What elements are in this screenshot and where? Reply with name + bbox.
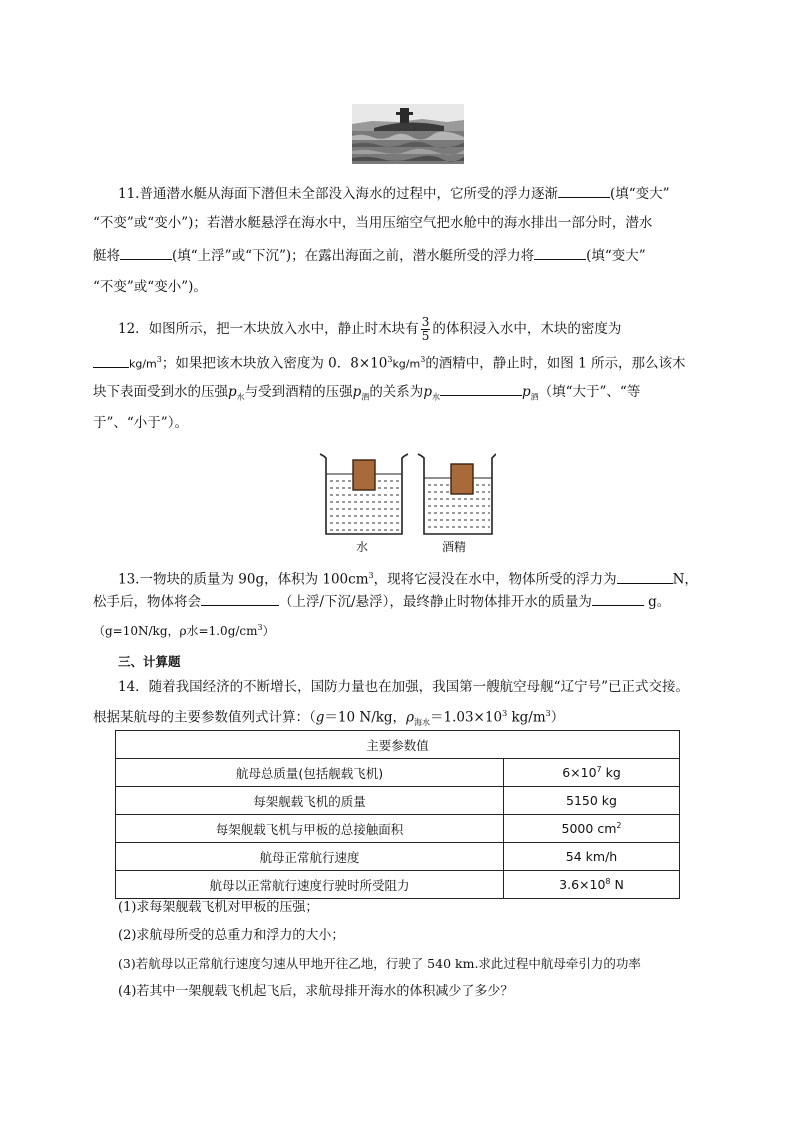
q14-line-2: 根据某航母的主要参数值列式计算：（g＝10 N/kg，$\rho_{海水}=1.03\times 10^3$ $kg/m^3$） (93, 709, 565, 728)
q13-line-2: 松手后，物体将会 （上浮/下沉/悬浮），最终静止时物体排开水的质量为 g。 (93, 594, 671, 610)
submarine-image (352, 104, 464, 164)
fraction-three-fifths: $\frac{3}{5}$ (421, 315, 430, 343)
q11-line-2: “不变”或“变小”)；若潜水艇悬浮在海水中，当用压缩空气把水舱中的海水排出一部分时，潜水 (93, 215, 653, 231)
q12-blank-2[interactable] (440, 382, 522, 396)
q14-sub-4: (4)若其中一架舰载飞机起飞后，求航母排开海水的体积减少了多少？ (118, 984, 514, 999)
table-header: 主要参数值 (116, 731, 680, 759)
q13-blank-1[interactable] (617, 570, 673, 584)
q11-blank-3[interactable] (534, 246, 586, 260)
table-row: 航母总质量(包括舰载飞机) $6\times 10^7$ kg (116, 759, 680, 787)
q11-line-3: 艇将 (填“上浮”或“下沉”)；在露出海面之前，潜水艇所受的浮力将 (填“变大” (93, 248, 646, 264)
section-title: 三、计算题 (118, 654, 181, 669)
wood-block-in-alcohol (451, 464, 473, 494)
q13-line-3: （g=10N/kg，ρ水$=1.0g/cm^3$） (93, 623, 275, 638)
q12-line-4: 于”、“小于”）。 (93, 415, 188, 431)
q14-line-1: 14．随着我国经济的不断增长，国防力量也在加强，我国第一艘航空母舰“辽宁号”已正式交接。 (118, 679, 689, 695)
table-row: 航母正常航行速度 54 km/h (116, 843, 680, 871)
alcohol-label: 酒精 (442, 540, 467, 554)
table-row: 每架舰载飞机的质量 5150 kg (116, 787, 680, 815)
q11-text: 11.普通潜水艇从海面下潜但未全部没入海水的过程中，它所受的浮力逐渐 (118, 186, 558, 202)
water-beaker-diagram (320, 454, 408, 534)
q13-blank-2[interactable] (201, 592, 279, 606)
table-header-row (116, 731, 680, 759)
beakers-figure (316, 450, 496, 554)
q14-sub-2: (2)求航母所受的总重力和浮力的大小； (118, 928, 345, 943)
table-row: 航母以正常航行速度行驶时所受阻力 $3.6\times 10^8$ N (116, 871, 680, 899)
alcohol-beaker-diagram (418, 454, 496, 534)
water-label: 水 (356, 540, 369, 554)
q12-blank-1[interactable] (93, 354, 129, 368)
q13-line-1: 13.一物块的质量为 90g，体积为 $100cm^3$，现将它浸没在水中，物体所受的浮力为 N， (118, 571, 698, 588)
q12-line-1: 12．如图所示，把一木块放入水中，静止时木块有 $\frac{3}{5}$ 的体积浸入水中，木块的密度为 (118, 315, 622, 343)
q12-line-2: $kg/m^3$；如果把该木块放入密度为 0．$8\times 10^3kg/m^3$的酒精中，静止时，如图 1 所示，那么该木 (93, 350, 685, 375)
q14-sub-3: (3)若航母以正常航行速度匀速从甲地开往乙地，行驶了 540 km.求此过程中航母牵引力的功率 (118, 956, 641, 971)
q14-sub-1: (1)求每架舰载飞机对甲板的压强； (118, 900, 319, 915)
q12-line-3: 块下表面受到水的压强$p_水$与受到酒精的压强$p_酒$的关系为$p_水$ $p_酒$（填“大于”、“等 (93, 384, 641, 402)
q13-blank-3[interactable] (592, 592, 644, 606)
parameters-table (115, 730, 680, 899)
q11-line-4: “不变”或“变小”)。 (93, 279, 207, 295)
wood-block-in-water (353, 460, 375, 490)
q11-line-1: 11.普通潜水艇从海面下潜但未全部没入海水的过程中，它所受的浮力逐渐 (填“变大” (118, 186, 670, 202)
table-row: 每架舰载飞机与甲板的总接触面积 5000 $cm^2$ (116, 815, 680, 843)
q11-blank-2[interactable] (120, 246, 172, 260)
q11-blank-1[interactable] (558, 184, 610, 198)
